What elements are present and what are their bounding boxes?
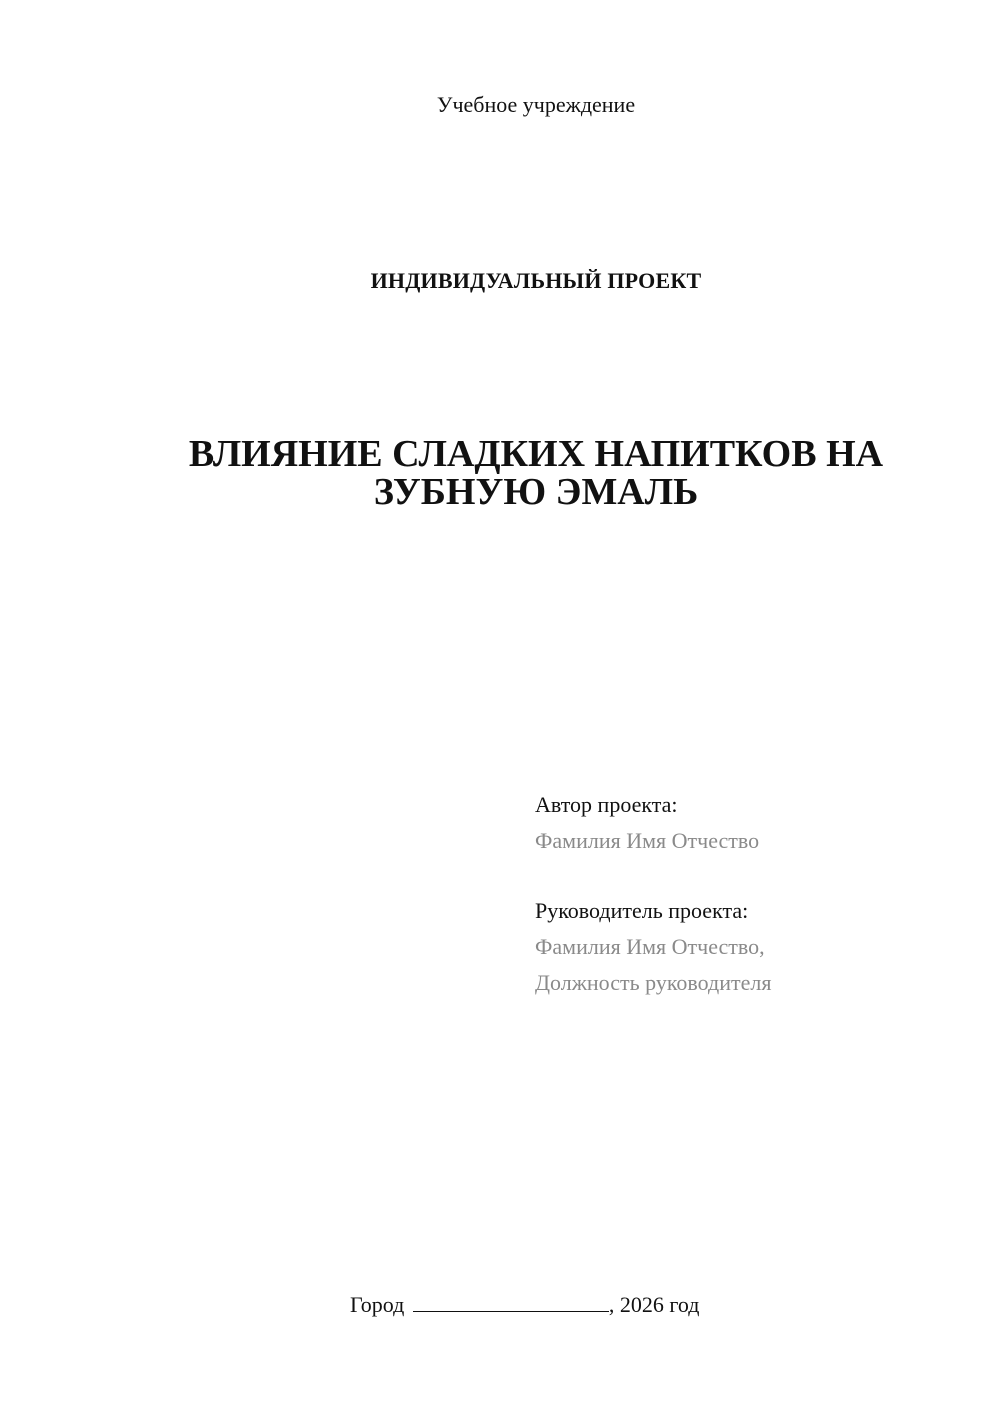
institution-name: Учебное учреждение: [436, 92, 636, 117]
project-title: [150, 435, 922, 511]
supervisor-label: Руководитель проекта:: [535, 898, 749, 923]
supervisor-position: Должность руководителя: [535, 970, 772, 995]
year-text: , 2026 год: [608, 1292, 700, 1317]
author-label: Автор проекта:: [535, 792, 678, 817]
supervisor-name: Фамилия Имя Отчество,: [535, 934, 765, 959]
project-title-line: ВЛИЯНИЕ СЛАДКИХ НАПИТКОВ НА: [188, 433, 884, 475]
city-blank-line: [413, 1289, 609, 1312]
project-type-heading: ИНДИВИДУАЛЬНЫЙ ПРОЕКТ: [370, 268, 702, 293]
section-gap: [535, 859, 955, 893]
project-title-line: ЗУБНУЮ ЭМАЛЬ: [373, 471, 699, 513]
author-name: Фамилия Имя Отчество: [535, 828, 760, 853]
project-info-block: [535, 787, 955, 1001]
footer-city-year: [350, 1289, 770, 1321]
city-label: Город: [350, 1292, 405, 1317]
